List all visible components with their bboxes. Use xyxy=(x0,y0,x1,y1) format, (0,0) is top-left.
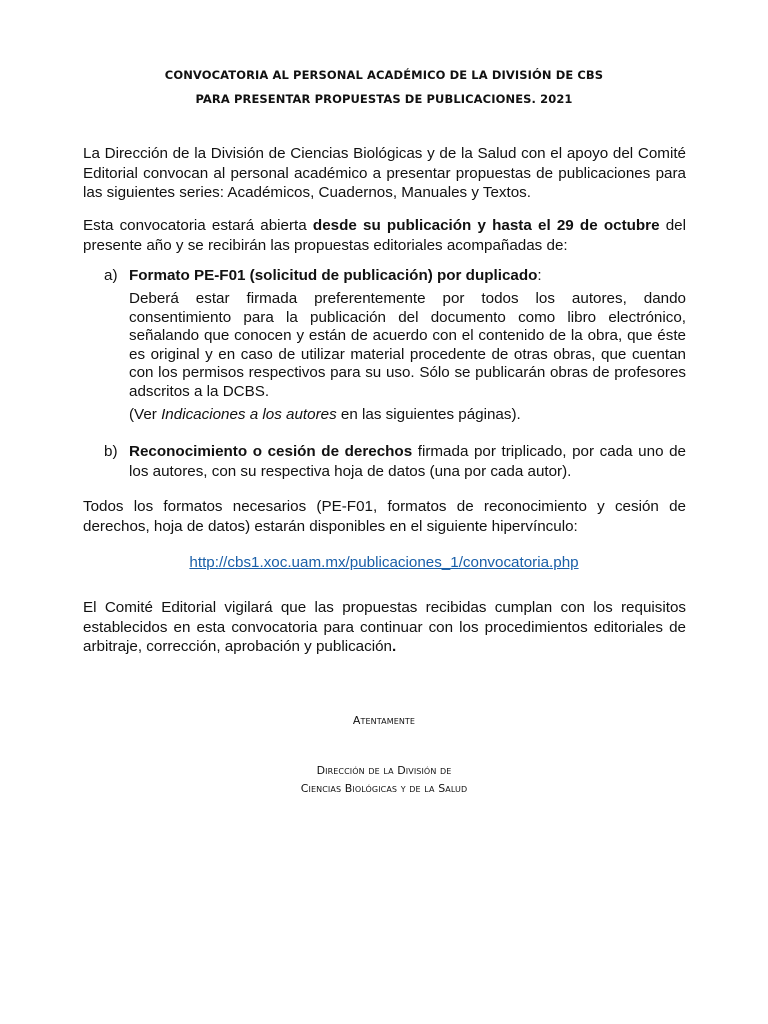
list-item-a-after: : xyxy=(537,267,542,284)
closing-paragraph xyxy=(83,598,686,657)
document-title-line-2: PARA PRESENTAR PROPUESTAS DE PUBLICACIONES. 2021 xyxy=(195,92,573,106)
list-marker-b: b) xyxy=(104,443,118,460)
deadline-text-before: Esta convocatoria estará abierta xyxy=(83,217,313,234)
deadline-bold-text: desde su publicación y hasta el 29 de octubre xyxy=(312,217,660,234)
list-item-b-content xyxy=(129,442,686,481)
formats-paragraph: Todos los formatos necesarios (PE-F01, formatos de reconocimiento y cesión de derechos, hoja de datos) estarán disponibles en el siguiente hipervínculo: xyxy=(83,498,686,535)
deadline-text-after: del presente año y se recibirán las propuestas editoriales acompañadas de: xyxy=(83,217,687,254)
deadline-paragraph xyxy=(83,216,686,255)
note-text-after: en las siguientes páginas). xyxy=(336,406,521,423)
note-text-before: (Ver xyxy=(129,406,162,423)
document-title-line-1: CONVOCATORIA AL PERSONAL ACADÉMICO DE LA DIVISIÓN DE CBS xyxy=(164,68,604,82)
list-item-b-after: firmada por triplicado, por cada uno de los autores, con su respectiva hoja de datos (una por cada autor). xyxy=(129,443,686,480)
list-item-b-bold: Reconocimiento o cesión de derechos xyxy=(129,443,413,460)
list-item-a-bold: Formato PE-F01 (solicitud de publicación) por duplicado xyxy=(129,267,538,284)
list-item-a-body: Deberá estar firmada preferentemente por todos los autores, dando consentimiento para la publicación del documento como libro electrónico, señalando que conocen y están de acuerdo con el contenido de la obra, que éste es original y en caso de utilizar material procedente de otras obras, que cuentan con los permisos respectivos para su uso. Sólo se publicarán obras de profesores adscritos a la DCBS. xyxy=(129,290,686,400)
note-italic-text: Indicaciones a los autores xyxy=(161,406,337,423)
convocatoria-link[interactable]: http://cbs1.xoc.uam.mx/publicaciones_1/convocatoria.php xyxy=(189,554,579,571)
link-line xyxy=(0,553,768,573)
closing-end-mark: . xyxy=(391,638,397,655)
signature-salutation: Atentamente xyxy=(352,714,416,727)
intro-paragraph: La Dirección de la División de Ciencias Biológicas y de la Salud con el apoyo del Comité Editorial convocan al personal académico a presentar propuestas de publicaciones para las siguientes series: Académicos, Cuadernos, Manuales y Textos. xyxy=(83,145,686,201)
signature-line-2: Ciencias Biológicas y de la Salud xyxy=(300,782,468,795)
signature-line-1: Dirección de la División de xyxy=(316,764,452,777)
list-marker-a: a) xyxy=(104,267,118,284)
list-item-a-heading xyxy=(129,266,686,286)
closing-text: El Comité Editorial vigilará que las propuestas recibidas cumplan con los requisitos establecidos en esta convocatoria para continuar con los procedimientos editoriales de arbitraje, corrección, aprobación y publicación xyxy=(83,599,686,655)
list-item-a-note xyxy=(129,405,686,425)
